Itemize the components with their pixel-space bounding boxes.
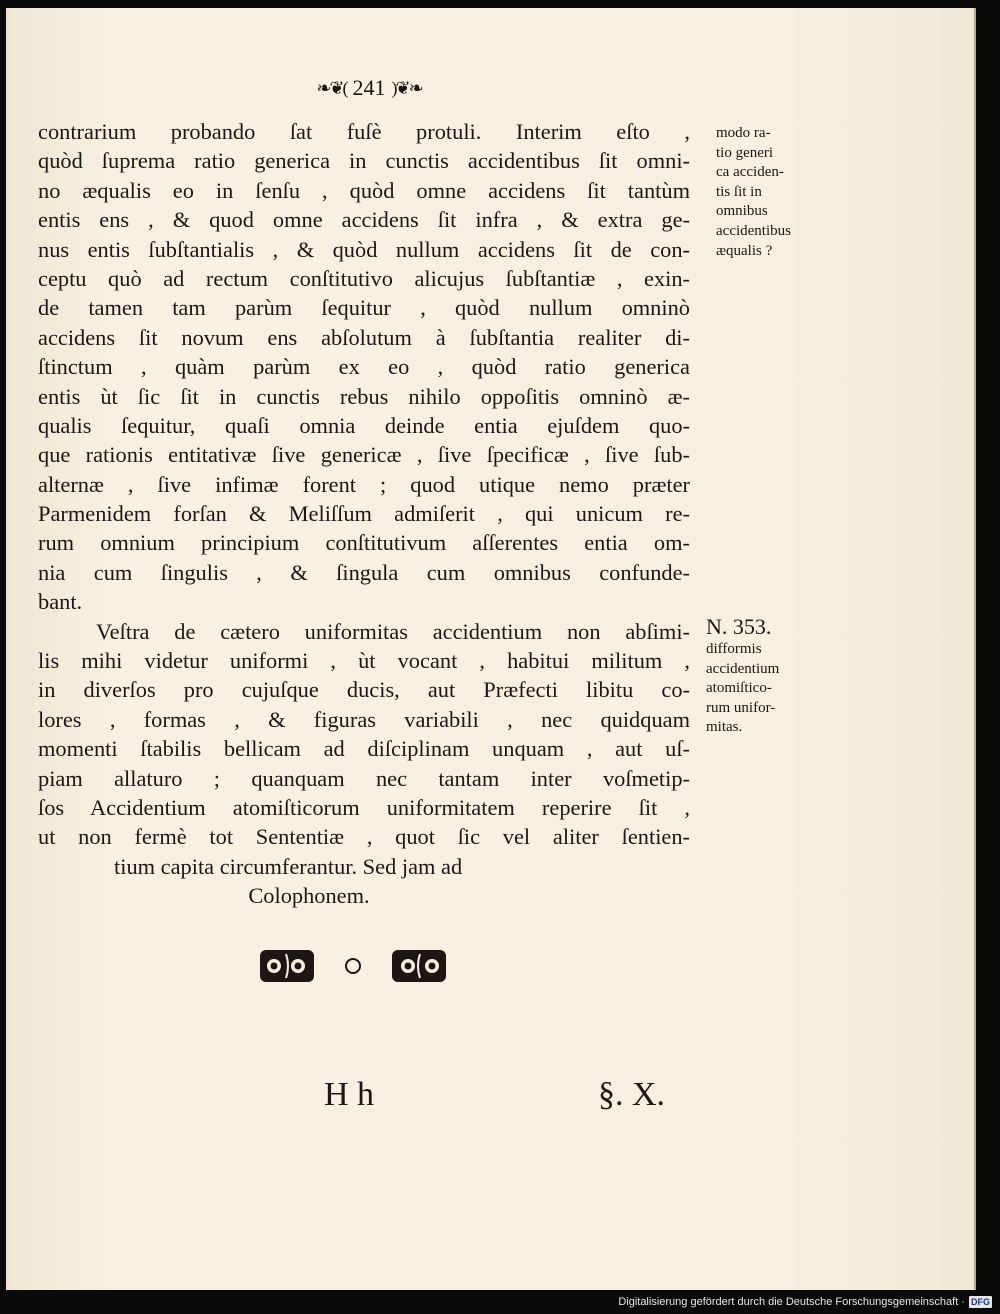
margin-note-2-lines [706, 640, 816, 738]
margin-line: accidentibus [716, 222, 791, 239]
text-line: nus entis ſubſtantialis , & quòd nullum accidens ſit de con- [38, 236, 690, 262]
text-line: Veſtra de cætero uniformitas accidentium non abſimi- [96, 618, 690, 644]
text-line: ut non fermè tot Sententiæ , quot ſic vel aliter ſentien- [38, 824, 690, 850]
margin-note-1 [716, 124, 826, 261]
text-line: nia cum ſingulis , & ſingula cum omnibus confunde- [38, 559, 690, 585]
header-ornament-left: ❧❦( [316, 77, 347, 98]
text-line: tium capita circumferantur. Sed jam ad [114, 853, 463, 879]
text-line: in diverſos pro cujuſque ducis, aut Præfecti libitu co- [38, 677, 690, 703]
text-line: momenti ſtabilis bellicam ad diſciplinam unquam , aut uſ- [38, 736, 690, 762]
book-page [6, 8, 976, 1290]
text-line: de tamen tam parùm ſequitur , quòd nullum omninò [38, 295, 690, 321]
text-line: rum omnium principium conſtitutivum aſſerentes entia om- [38, 530, 690, 556]
text-line: entis ùt ſic ſit in cunctis rebus nihilo oppoſitis omninò æ- [38, 383, 690, 409]
margin-line: difformis [706, 641, 762, 657]
margin-line: tis ſit in [716, 183, 762, 200]
text-line: que rationis entitativæ ſive genericæ , ſive ſpecificæ , ſive ſub- [38, 442, 690, 468]
text-line: bant. [38, 589, 83, 615]
header-ornament-right: )❦❧ [391, 77, 422, 98]
text-line: ceptu quò ad rectum conſtitutivo alicujus ſubſtantiæ , exin- [38, 265, 690, 291]
text-line: lis mihi videtur uniformi , ùt vocant , habitui militum , [38, 648, 690, 674]
page-header [254, 72, 484, 104]
margin-line: omnibus [716, 203, 768, 220]
text-line: ſtinctum , quàm parùm ex eo , quòd ratio generica [38, 354, 690, 380]
text-line: quòd ſuprema ratio generica in cunctis accidentibus ſit omni- [38, 148, 690, 174]
text-line: Parmenidem forſan & Meliſſum admiſerit , qui unicum re- [38, 501, 690, 527]
margin-line: modo ra- [716, 125, 771, 141]
margin-note-number: N. 353. [706, 614, 772, 639]
margin-line: tio generi [716, 144, 774, 161]
text-line: contrarium probando ſat fuſè protuli. Interim eſto , [38, 119, 690, 144]
text-line: alternæ , ſive infimæ forent ; quod utique nemo præter [38, 471, 690, 497]
page-number: 241 [352, 75, 386, 100]
floral-ornament-icon [390, 946, 448, 986]
floral-ornament-icon [258, 946, 316, 986]
text-line: qualis ſequitur, quaſi omnia deinde entia ejuſdem quo- [38, 412, 690, 438]
dfg-logo-icon: DFG [971, 1297, 990, 1307]
text-line: Colophonem. [248, 883, 370, 909]
margin-line: accidentium [706, 660, 780, 677]
margin-line: rum unifor- [706, 699, 776, 716]
text-line: entis ens , & quod omne accidens ſit infra , & extra ge- [38, 207, 690, 233]
main-text-block [38, 117, 690, 911]
circle-ornament-icon [345, 958, 361, 974]
text-line: accidens ſit novum ens abſolutum à ſubſtantia realiter di- [38, 324, 690, 350]
footer-credit [618, 1294, 992, 1310]
margin-line: æqualis ? [716, 242, 773, 259]
margin-line: ca acciden- [716, 164, 784, 181]
text-line: piam allaturo ; quanquam nec tantam inter voſmetip- [38, 765, 690, 791]
text-line: ſos Accidentium atomiſticorum uniformitatem reperire ſit , [38, 794, 690, 820]
signature-mark: H h [324, 1076, 375, 1113]
tailpiece-ornament [258, 944, 448, 988]
text-line: lores , formas , & figuras variabili , nec quidquam [38, 706, 690, 732]
footer-text: Digitalisierung gefördert durch die Deutsche Forschungsgemeinschaft · [618, 1296, 965, 1308]
margin-note-2 [706, 614, 816, 738]
margin-line: mitas. [706, 719, 743, 736]
catchword: §. X. [598, 1076, 666, 1113]
margin-line: atomiſtico- [706, 680, 772, 697]
text-line: no æqualis eo in ſenſu , quòd omne accidens ſit tantùm [38, 177, 690, 203]
